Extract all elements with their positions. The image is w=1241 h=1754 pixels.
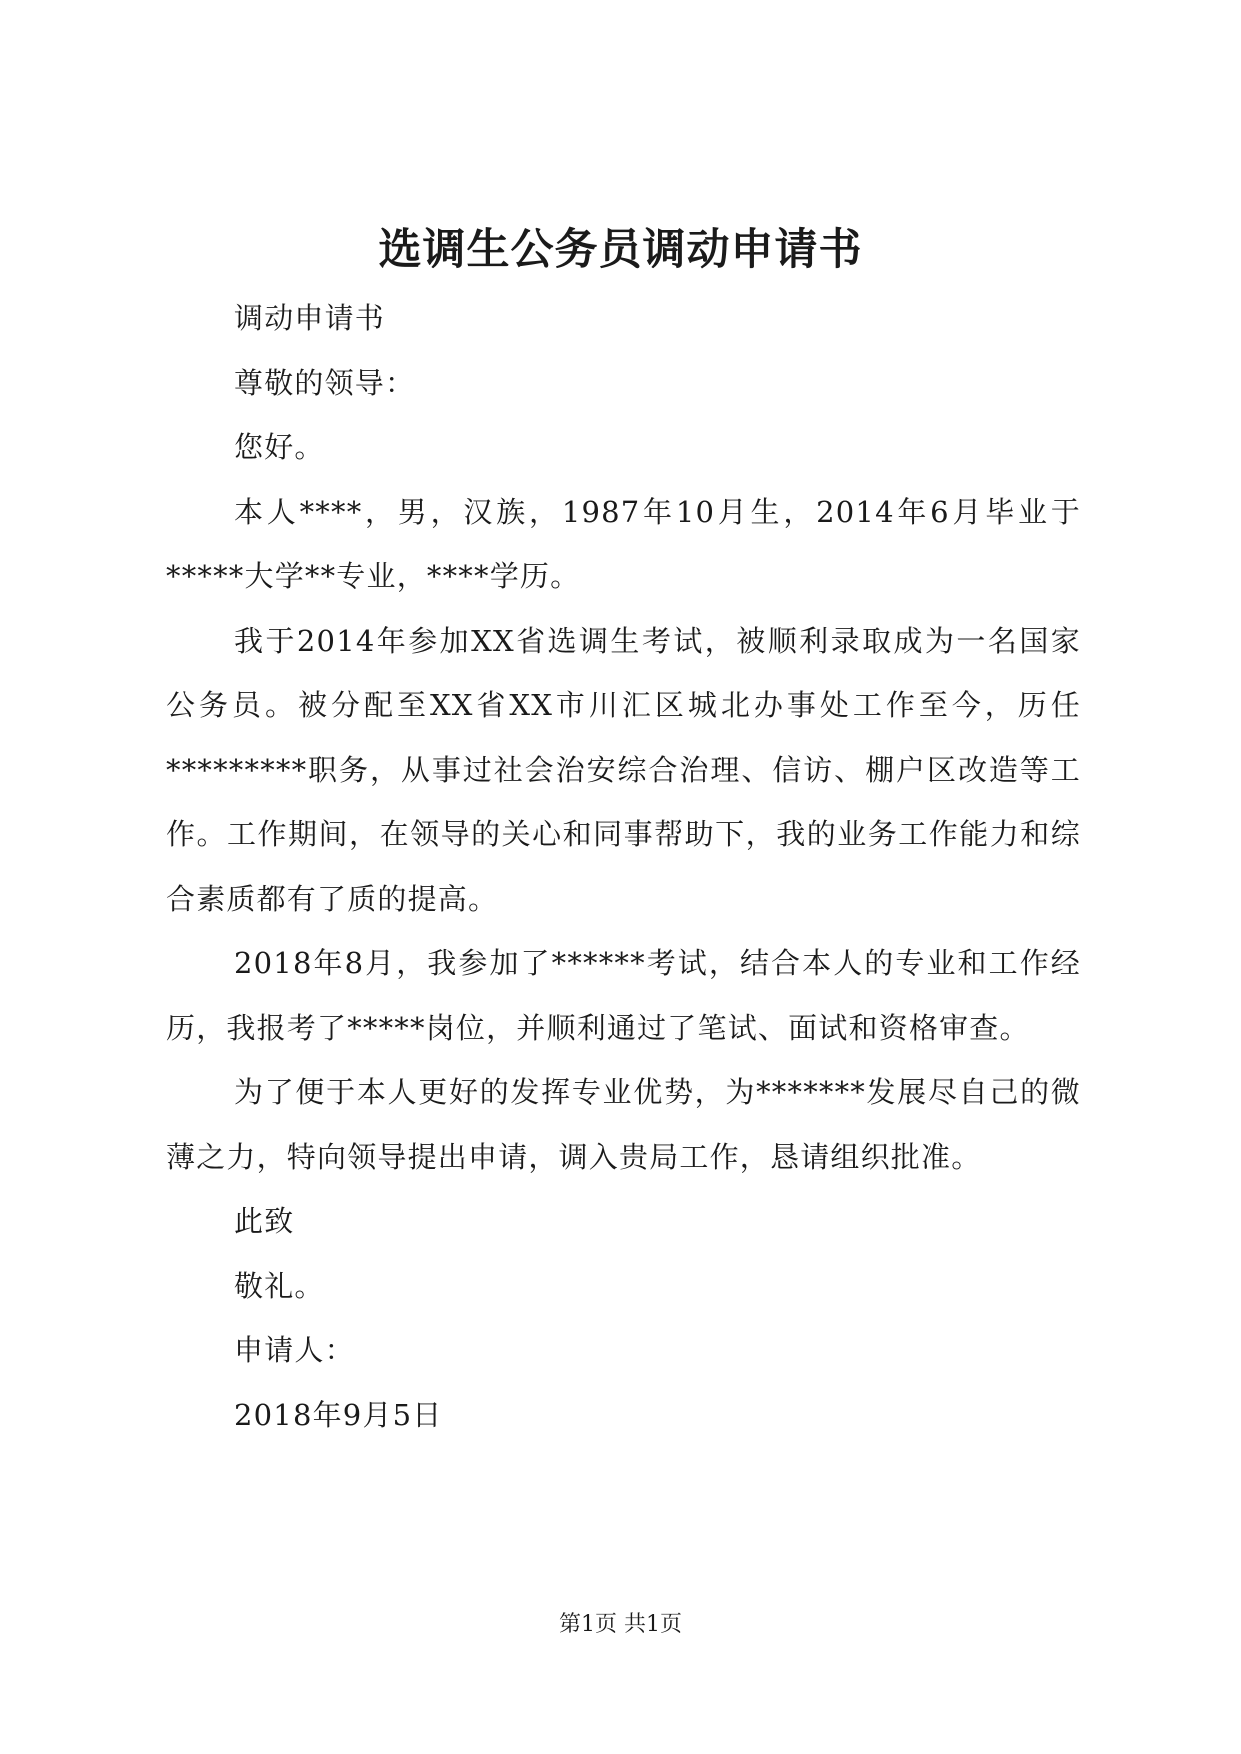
paragraph-exam: 2018年8月，我参加了******考试，结合本人的专业和工作经历，我报考了*****岗位，并顺利通过了笔试、面试和资格审查。 — [166, 946, 1081, 1045]
paragraph-closing-2: 敬礼。 — [234, 1268, 325, 1303]
document-body — [166, 286, 1081, 1447]
paragraph-closing-1: 此致 — [234, 1204, 295, 1238]
document-title: 选调生公务员调动申请书 — [378, 225, 863, 275]
paragraph-request: 为了便于本人更好的发挥专业优势，为*******发展尽自己的微薄之力，特向领导提出申请，调入贵局工作，恳请组织批准。 — [166, 1075, 1081, 1174]
page-footer: 第1页 共1页 — [559, 1612, 682, 1637]
paragraph-work-experience: 我于2014年参加XX省选调生考试，被顺利录取成为一名国家公务员。被分配至XX省XX市川汇区城北办事处工作至今，历任*********职务，从事过社会治安综合治理、信访、棚户区改造等工作。工作期间，在领导的关心和同事帮助下，我的业务工作能力和综合素质都有了质的提高。 — [166, 623, 1081, 916]
paragraph-date: 2018年9月5日 — [234, 1397, 443, 1432]
paragraph-applicant: 申请人： — [234, 1333, 355, 1367]
paragraph-salutation: 尊敬的领导： — [234, 365, 416, 400]
paragraph-greeting: 您好。 — [234, 430, 325, 464]
paragraph-heading: 调动申请书 — [234, 301, 386, 335]
paragraph-personal-info: 本人****，男，汉族，1987年10月生，2014年6月毕业于*****大学**专业，****学历。 — [166, 494, 1081, 593]
